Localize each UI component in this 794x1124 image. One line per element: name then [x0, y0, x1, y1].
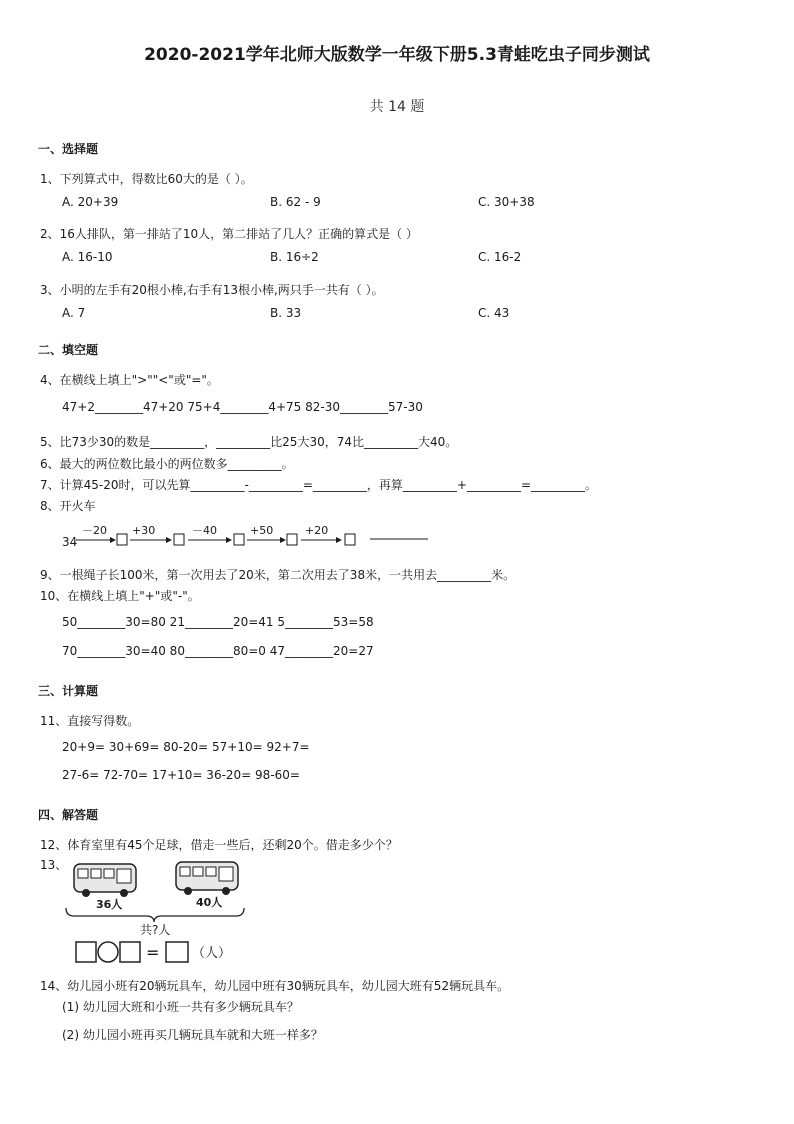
question-11: 11、直接写得数。 — [40, 714, 140, 728]
question-14-part-1: (1) 幼儿园大班和小班一共有多少辆玩具车？ — [62, 1000, 299, 1014]
question-6: 6、最大的两位数比最小的两位数多_________。 — [40, 457, 294, 471]
train-box-3 — [234, 534, 244, 545]
question-3: 3、小明的左手有20根小棒,右手有13根小棒,两只手一共有（ ）。 — [40, 283, 384, 297]
q2-option-a: A. 16-10 — [62, 250, 113, 264]
eq-unit: （人） — [192, 946, 232, 961]
bus-icon-1 — [74, 864, 136, 897]
question-9: 9、一根绳子长100米，第一次用去了20米，第二次用去了38米，一共用去_________米。 — [40, 568, 516, 582]
q10-row-2: 70________30=40 80________80=0 47________20=27 — [62, 644, 374, 658]
eq-operator-circle — [98, 942, 118, 962]
eq-box-2 — [120, 942, 140, 962]
bus-1-label: 36人 — [96, 898, 123, 911]
section-heading-choice: 一、选择题 — [38, 142, 99, 156]
question-5: 5、比73少30的数是_________，_________比25大30，74比_________大40。 — [40, 435, 458, 449]
question-7: 7、计算45-20时，可以先算_________-_________=_________，再算_________+_________=_________。 — [40, 478, 597, 492]
q4-comparison-row: 47+2________47+20 75+4________4+75 82-30________57-30 — [62, 400, 423, 414]
section-heading-calc: 三、计算题 — [38, 684, 99, 698]
document-title: 2020-2021学年北师大版数学一年级下册5.3青蛙吃虫子同步测试 — [144, 45, 650, 65]
train-box-2 — [174, 534, 184, 545]
bus-icon-2 — [176, 862, 238, 895]
q2-option-b: B. 16÷2 — [270, 250, 319, 264]
train-arrowhead-3 — [226, 537, 232, 543]
train-op-3: －40 — [192, 524, 217, 537]
train-diagram — [60, 518, 440, 552]
q11-row-1: 20+9= 30+69= 80-20= 57+10= 92+7= — [62, 740, 310, 754]
sum-brace — [66, 908, 244, 922]
train-arrowhead-4 — [280, 537, 286, 543]
question-1: 1、下列算式中，得数比60大的是（ ）。 — [40, 172, 253, 186]
q2-option-c: C. 16-2 — [478, 250, 522, 264]
q10-row-1: 50________30=80 21________20=41 5________53=58 — [62, 615, 374, 629]
q11-row-2: 27-6= 72-70= 17+10= 36-20= 98-60= — [62, 768, 300, 782]
q3-option-c: C. 43 — [478, 306, 510, 320]
q3-option-b: B. 33 — [270, 306, 302, 320]
train-start-number: 34 — [62, 535, 78, 549]
bus-2-label: 40人 — [196, 896, 223, 909]
question-10: 10、在横线上填上"+"或"-"。 — [40, 589, 200, 603]
eq-equals: = — [146, 943, 160, 962]
eq-box-answer — [166, 942, 188, 962]
question-14: 14、幼儿园小班有20辆玩具车，幼儿园中班有30辆玩具车，幼儿园大班有52辆玩具车。 — [40, 979, 510, 993]
train-op-1: －20 — [82, 524, 107, 537]
question-14-part-2: (2) 幼儿园小班再买几辆玩具车就和大班一样多？ — [62, 1028, 323, 1042]
train-op-2: +30 — [132, 524, 156, 537]
q1-option-a: A. 20+39 — [62, 195, 119, 209]
q1-option-b: B. 62 - 9 — [270, 195, 321, 209]
q1-option-c: C. 30+38 — [478, 195, 535, 209]
eq-box-1 — [76, 942, 96, 962]
train-box-1 — [117, 534, 127, 545]
train-op-5: +20 — [305, 524, 329, 537]
question-2: 2、16人排队，第一排站了10人，第二排站了几人？正确的算式是（ ） — [40, 227, 418, 241]
question-12: 12、体育室里有45个足球，借走一些后，还剩20个。借走多少个？ — [40, 838, 398, 852]
question-8: 8、开火车 — [40, 499, 96, 513]
q3-option-a: A. 7 — [62, 306, 86, 320]
train-arrowhead-5 — [336, 537, 342, 543]
train-op-4: +50 — [250, 524, 274, 537]
bus-diagram — [60, 856, 260, 968]
total-label: 共?人 — [140, 923, 171, 937]
question-13-number: 13、 — [40, 858, 68, 872]
section-heading-fill: 二、填空题 — [38, 343, 99, 357]
train-box-5 — [345, 534, 355, 545]
question-4: 4、在横线上填上">""<"或"="。 — [40, 373, 219, 387]
question-count: 共 14 题 — [369, 99, 425, 115]
train-box-4 — [287, 534, 297, 545]
train-arrowhead-2 — [166, 537, 172, 543]
section-heading-solve: 四、解答题 — [38, 808, 99, 822]
train-arrowhead-1 — [110, 537, 116, 543]
